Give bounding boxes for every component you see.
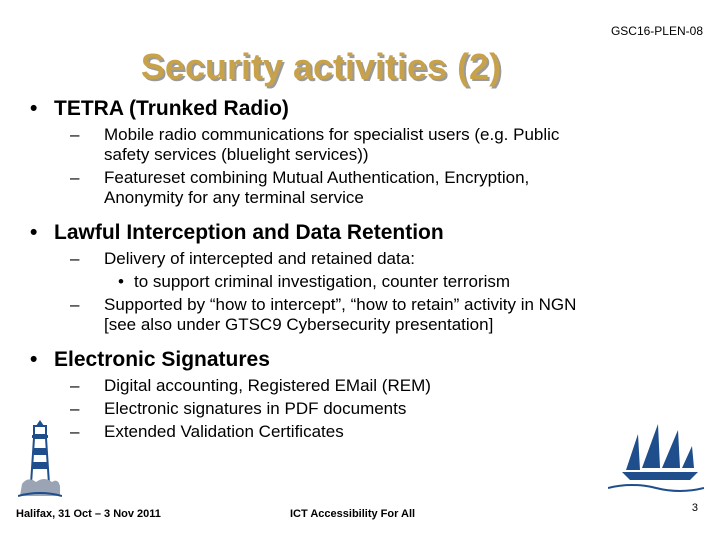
- list-item-text-cont: [see also under GTSC9 Cybersecurity presentation]: [104, 315, 494, 334]
- footer-theme: ICT Accessibility For All: [290, 508, 416, 520]
- section-heading: [30, 96, 710, 122]
- list-item: [30, 295, 710, 335]
- list-item-text: Digital accounting, Registered EMail (REM): [104, 376, 431, 395]
- list-item-text: Supported by “how to intercept”, “how to retain” activity in NGN: [104, 295, 577, 314]
- bullet: •: [30, 221, 38, 244]
- list-item-text: Mobile radio communications for specialist users (e.g. Public: [104, 125, 560, 144]
- section-heading: [30, 220, 710, 246]
- dash: –: [70, 168, 80, 187]
- list-item-text: Extended Validation Certificates: [104, 422, 344, 441]
- list-item-text-cont: Anonymity for any terminal service: [104, 188, 364, 207]
- list-item-text: Electronic signatures in PDF documents: [104, 399, 407, 418]
- section-lawful-interception: [30, 220, 710, 335]
- section-heading-text: TETRA (Trunked Radio): [54, 97, 289, 120]
- page-number: 3: [691, 502, 698, 514]
- section-heading: [30, 347, 710, 373]
- sub-list-item-text: to support criminal investigation, counter terrorism: [134, 272, 511, 291]
- list-item: [30, 376, 710, 396]
- list-item-text: Delivery of intercepted and retained data:: [104, 249, 415, 268]
- sailing-ship-icon: [608, 418, 704, 498]
- bullet: •: [30, 97, 38, 120]
- section-heading-text: Electronic Signatures: [54, 348, 270, 371]
- dash: –: [70, 376, 80, 395]
- section-tetra: [30, 96, 710, 208]
- dash: –: [70, 125, 80, 144]
- dash: –: [70, 422, 80, 441]
- footer-location-date: Halifax, 31 Oct – 3 Nov 2011: [16, 508, 161, 520]
- bullet: •: [30, 348, 38, 371]
- document-id: GSC16-PLEN-08: [610, 24, 703, 38]
- list-item: [30, 125, 710, 165]
- dash: –: [70, 295, 80, 314]
- slide-title: Security activities (2): [140, 46, 502, 87]
- list-item: [30, 168, 710, 208]
- section-heading-text: Lawful Interception and Data Retention: [54, 221, 444, 244]
- sub-list-item: [30, 272, 710, 292]
- lighthouse-icon: [18, 418, 62, 500]
- list-item: [30, 399, 710, 419]
- slide-body: [30, 96, 710, 454]
- bullet: •: [118, 272, 124, 291]
- list-item-text: Featureset combining Mutual Authentication, Encryption,: [104, 168, 530, 187]
- dash: –: [70, 399, 80, 418]
- list-item-text-cont: safety services (bluelight services)): [104, 145, 369, 164]
- list-item: [30, 249, 710, 269]
- dash: –: [70, 249, 80, 268]
